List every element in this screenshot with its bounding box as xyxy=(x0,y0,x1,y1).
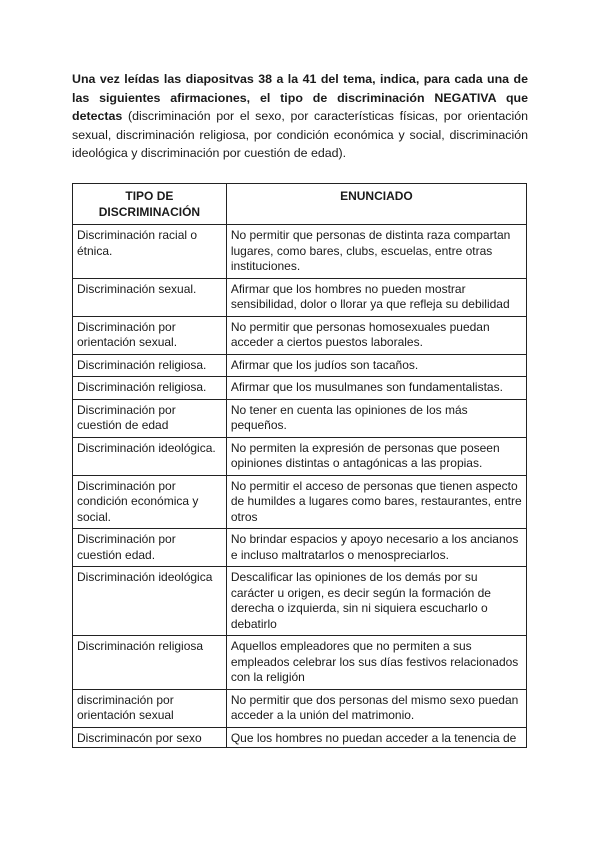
discrimination-table xyxy=(72,183,527,748)
header-type: TIPO DE DISCRIMINACIÓN xyxy=(73,184,227,225)
cell-type: Discriminación sexual. xyxy=(73,278,227,316)
cell-type: Discriminación religiosa. xyxy=(73,354,227,377)
table-row xyxy=(73,689,527,727)
cell-statement: No permitir el acceso de personas que tienen aspecto de humildes a lugares como bares, restaurantes, entre otros xyxy=(226,475,526,529)
table-row xyxy=(73,636,527,690)
table-row xyxy=(73,529,527,567)
cell-type: discriminación por orientación sexual xyxy=(73,689,227,727)
table-row xyxy=(73,377,527,400)
table-row xyxy=(73,727,527,747)
header-statement: ENUNCIADO xyxy=(226,184,526,225)
cell-statement: No permitir que personas de distinta raza compartan lugares, como bares, clubs, escuelas, entre otras instituciones. xyxy=(226,225,526,279)
cell-statement: Aquellos empleadores que no permiten a sus empleados celebrar los sus días festivos relacionados con la religión xyxy=(226,636,526,690)
cell-type: Discriminación religiosa. xyxy=(73,377,227,400)
table-row xyxy=(73,475,527,529)
cell-statement: Afirmar que los judíos son tacaños. xyxy=(226,354,526,377)
table-row xyxy=(73,316,527,354)
cell-statement: Afirmar que los hombres no pueden mostrar sensibilidad, dolor o llorar ya que refleja su debilidad xyxy=(226,278,526,316)
cell-statement: Que los hombres no puedan acceder a la tenencia de xyxy=(226,727,526,747)
cell-statement: No permitir que personas homosexuales puedan acceder a ciertos puestos laborales. xyxy=(226,316,526,354)
cell-type: Discriminación por orientación sexual. xyxy=(73,316,227,354)
cell-type: Discriminación ideológica xyxy=(73,567,227,636)
table-header-row xyxy=(73,184,527,225)
table-row xyxy=(73,225,527,279)
table-row xyxy=(73,567,527,636)
cell-type: Discriminación religiosa xyxy=(73,636,227,690)
instructions-normal-text: (discriminación por el sexo, por características físicas, por orientación sexual, discriminación religiosa, por condición económica y social, discriminación ideológica y discriminación por cuestión de edad). xyxy=(72,109,528,160)
table-row xyxy=(73,437,527,475)
cell-type: Discriminación por cuestión de edad xyxy=(73,399,227,437)
cell-statement: Afirmar que los musulmanes son fundamentalistas. xyxy=(226,377,526,400)
table-row xyxy=(73,278,527,316)
cell-type: Discriminación racial o étnica. xyxy=(73,225,227,279)
cell-statement: No permitir que dos personas del mismo sexo puedan acceder a la unión del matrimonio. xyxy=(226,689,526,727)
cell-statement: No brindar espacios y apoyo necesario a los ancianos e incluso maltratarlos o menospreciarlos. xyxy=(226,529,526,567)
cell-type: Discriminacón por sexo xyxy=(73,727,227,747)
cell-statement: No permiten la expresión de personas que poseen opiniones distintas o antagónicas a las propias. xyxy=(226,437,526,475)
cell-type: Discriminación por cuestión edad. xyxy=(73,529,227,567)
instructions-bold-text: Una vez leídas las diapositvas 38 a la 41 del tema, indica, para cada una de las siguientes afirmaciones, el tipo de discriminación NEGATIVA que detectas xyxy=(72,72,528,123)
table-row xyxy=(73,354,527,377)
table-row xyxy=(73,399,527,437)
instructions-paragraph xyxy=(72,70,528,163)
cell-statement: Descalificar las opiniones de los demás por su carácter u origen, es decir según la formación de derecha o izquierda, sin ni siquiera escucharlo o debatirlo xyxy=(226,567,526,636)
cell-type: Discriminación ideológica. xyxy=(73,437,227,475)
cell-type: Discriminación por condición económica y social. xyxy=(73,475,227,529)
cell-statement: No tener en cuenta las opiniones de los más pequeños. xyxy=(226,399,526,437)
